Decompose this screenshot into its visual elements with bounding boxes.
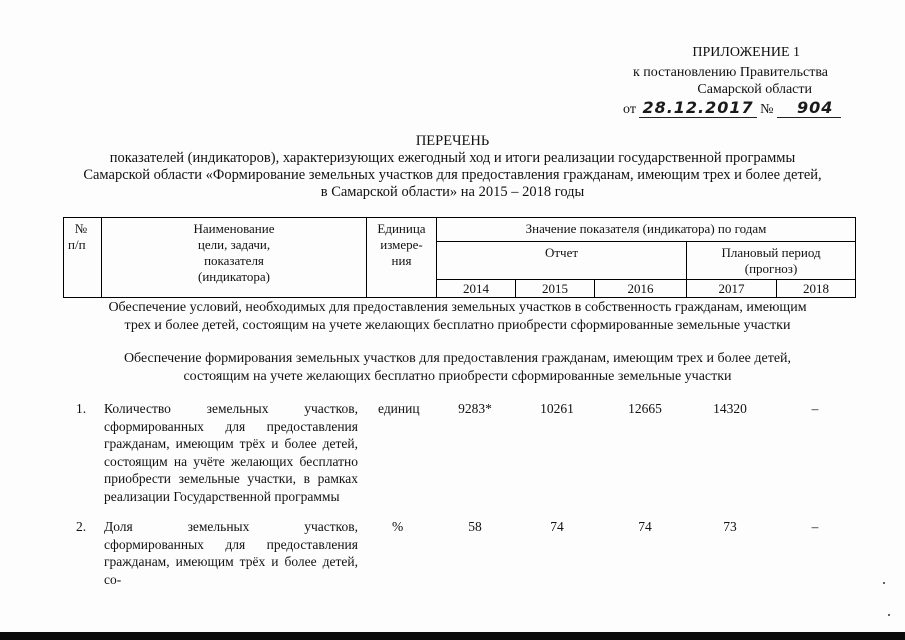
- col-unit-header: Единица измере- ния: [367, 218, 437, 298]
- goal-line1: Обеспечение условий, необходимых для предоставления земельных участков в собственность гражданам, имеющим: [108, 300, 807, 315]
- row-2-number: 2.: [76, 519, 87, 534]
- task-line1: Обеспечение формирования земельных участков для предоставления гражданам, имеющим трех и более детей,: [123, 351, 792, 366]
- col-number-header: № п/п: [64, 218, 102, 298]
- row-1-value-2014: 9283*: [458, 401, 492, 416]
- appendix-title: ПРИЛОЖЕНИЕ 1: [692, 45, 800, 60]
- number-prefix: №: [760, 102, 774, 117]
- row-2-unit: %: [392, 519, 404, 534]
- plan-period-header: Плановый период (прогноз): [687, 242, 856, 280]
- task-line2: состоящим на учете желающих бесплатно приобрести сформированные земельные участки: [183, 369, 732, 384]
- row-2-value-2016: 74: [638, 519, 652, 534]
- appendix-date-line: [623, 100, 841, 119]
- date-prefix: от: [623, 102, 636, 117]
- year-2016-header: 2016: [595, 280, 687, 298]
- row-1-number: 1.: [76, 401, 87, 416]
- row-2-value-2014: 58: [468, 519, 482, 534]
- row-2-name: Доля земельных участков, сформированных для предоставления гражданам, имеющим трёх и более детей, со-: [104, 519, 358, 587]
- year-2015-header: 2015: [516, 280, 595, 298]
- doc-title-line1: показателей (индикаторов), характеризующих ежегодный ход и итоги реализации государственной программы: [109, 150, 796, 166]
- year-2017-header: 2017: [687, 280, 777, 298]
- row-1-name: Количество земельных участков, сформированных для предоставления гражданам, имеющим трёх и более детей, состоящим на учёте желающих бесплатно приобрести земельные участки, в рамках реализации Государственной программы: [104, 401, 358, 504]
- handwritten-date: 28.12.2017: [639, 98, 756, 118]
- scan-speck: [888, 614, 890, 616]
- appendix-line1: к постановлению Правительства: [632, 65, 828, 80]
- handwritten-number: 904: [777, 98, 841, 118]
- row-1-value-2018: –: [811, 401, 819, 416]
- report-header: Отчет: [437, 242, 687, 280]
- indicators-table-header: [63, 217, 856, 298]
- appendix-line2: Самарской области: [697, 82, 812, 97]
- doc-heading: ПЕРЕЧЕНЬ: [415, 133, 490, 149]
- scan-speck: [883, 582, 885, 584]
- row-2-value-2017: 73: [723, 519, 737, 534]
- row-2-value-2018: –: [811, 519, 819, 534]
- year-2014-header: 2014: [437, 280, 516, 298]
- row-1-value-2015: 10261: [540, 401, 574, 416]
- row-2-value-2015: 74: [550, 519, 564, 534]
- col-name-header: Наименование цели, задачи, показателя (индикатора): [102, 218, 367, 298]
- values-by-year-header: Значение показателя (индикатора) по годам: [437, 218, 856, 242]
- row-1-value-2016: 12665: [628, 401, 662, 416]
- year-2018-header: 2018: [777, 280, 856, 298]
- doc-title-line3: в Самарской области» на 2015 – 2018 годы: [320, 184, 585, 200]
- row-1-unit: единиц: [378, 401, 420, 416]
- goal-line2: трех и более детей, состоящим на учете желающих бесплатно приобрести сформированные земельные участки: [124, 318, 791, 333]
- doc-title-line2: Самарской области «Формирование земельных участков для предоставления гражданам, имеющим трех и более детей,: [83, 167, 822, 183]
- scan-edge-line: [0, 632, 905, 640]
- row-1-value-2017: 14320: [713, 401, 747, 416]
